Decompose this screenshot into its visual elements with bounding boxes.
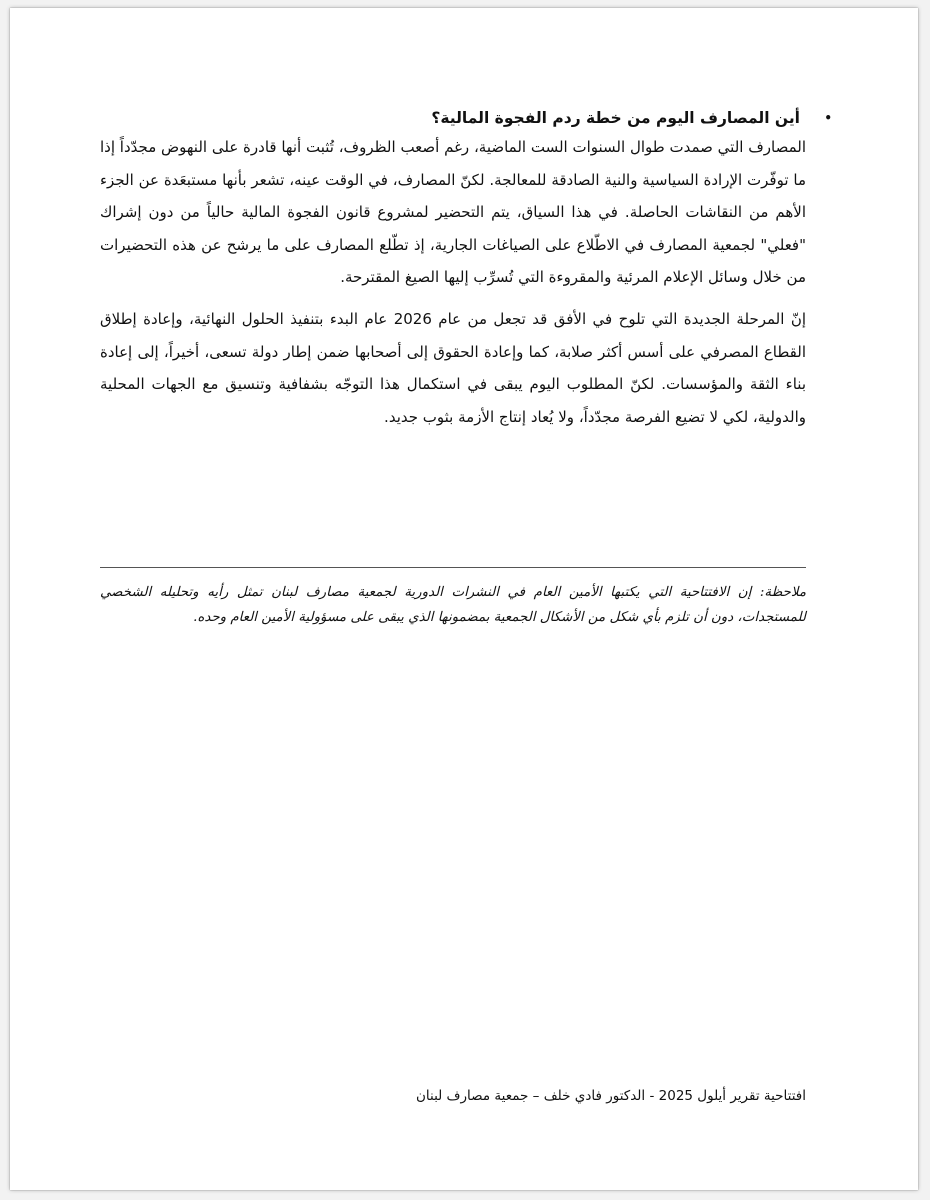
bullet-icon: • [824,111,832,125]
footnote-note: ملاحظة: إن الافتتاحية التي يكتبها الأمين العام في النشرات الدورية لجمعية مصارف لبنان تمثل رأيه وتحليله الشخصي للمستجدات، دون أن تلزم بأي شكل من الأشكال الجمعية بمضمونها الذي يبقى على مسؤولية الأمين العام وحده. [100,585,806,625]
section-heading-text: أين المصارف اليوم من خطة ردم الفجوة المالية؟ [431,109,800,127]
section-heading [210,106,832,130]
document-page [10,8,918,1190]
paragraph-2: إنّ المرحلة الجديدة التي تلوح في الأفق قد تجعل من عام 2026 عام البدء بتنفيذ الحلول النهائية، وإعادة إطلاق القطاع المصرفي على أسس أكثر صلابة، كما وإعادة الحقوق إلى أصحابها ضمن إطار دولة تسعى، أخيراً، إلى إعادة بناء الثقة والمؤسسات. لكنّ المطلوب اليوم يبقى في استكمال هذا التوجّه بشفافية وتنسيق مع الجهات المحلية والدولية، لكي لا تضيع الفرصة مجدّداً، ولا يُعاد إنتاج الأزمة بثوب جديد. [100,310,806,426]
page-footer: افتتاحية تقرير أيلول 2025 - الدكتور فادي خلف – جمعية مصارف لبنان [415,1088,806,1104]
paragraph-1: المصارف التي صمدت طوال السنوات الست الماضية، رغم أصعب الظروف، تُثبت أنها قادرة على النهوض مجدّداً إذا ما توفّرت الإرادة السياسية والنية الصادقة للمعالجة. لكنّ المصارف، في الوقت عينه، تشعر بأنها مستبعَدة عن الجزء الأهم من النقاشات الحاصلة. في هذا السياق، يتم التحضير لمشروع قانون الفجوة المالية حالياً من دون إشراك "فعلي" لجمعية المصارف في الاطّلاع على الصياغات الجارية، إذ تطّلع المصارف على ما يرشح عن هذه التحضيرات من خلال وسائل الإعلام المرئية والمقروءة التي تُسرِّب إليها الصيغ المقترحة. [100,138,806,287]
footnote-divider [100,567,806,568]
